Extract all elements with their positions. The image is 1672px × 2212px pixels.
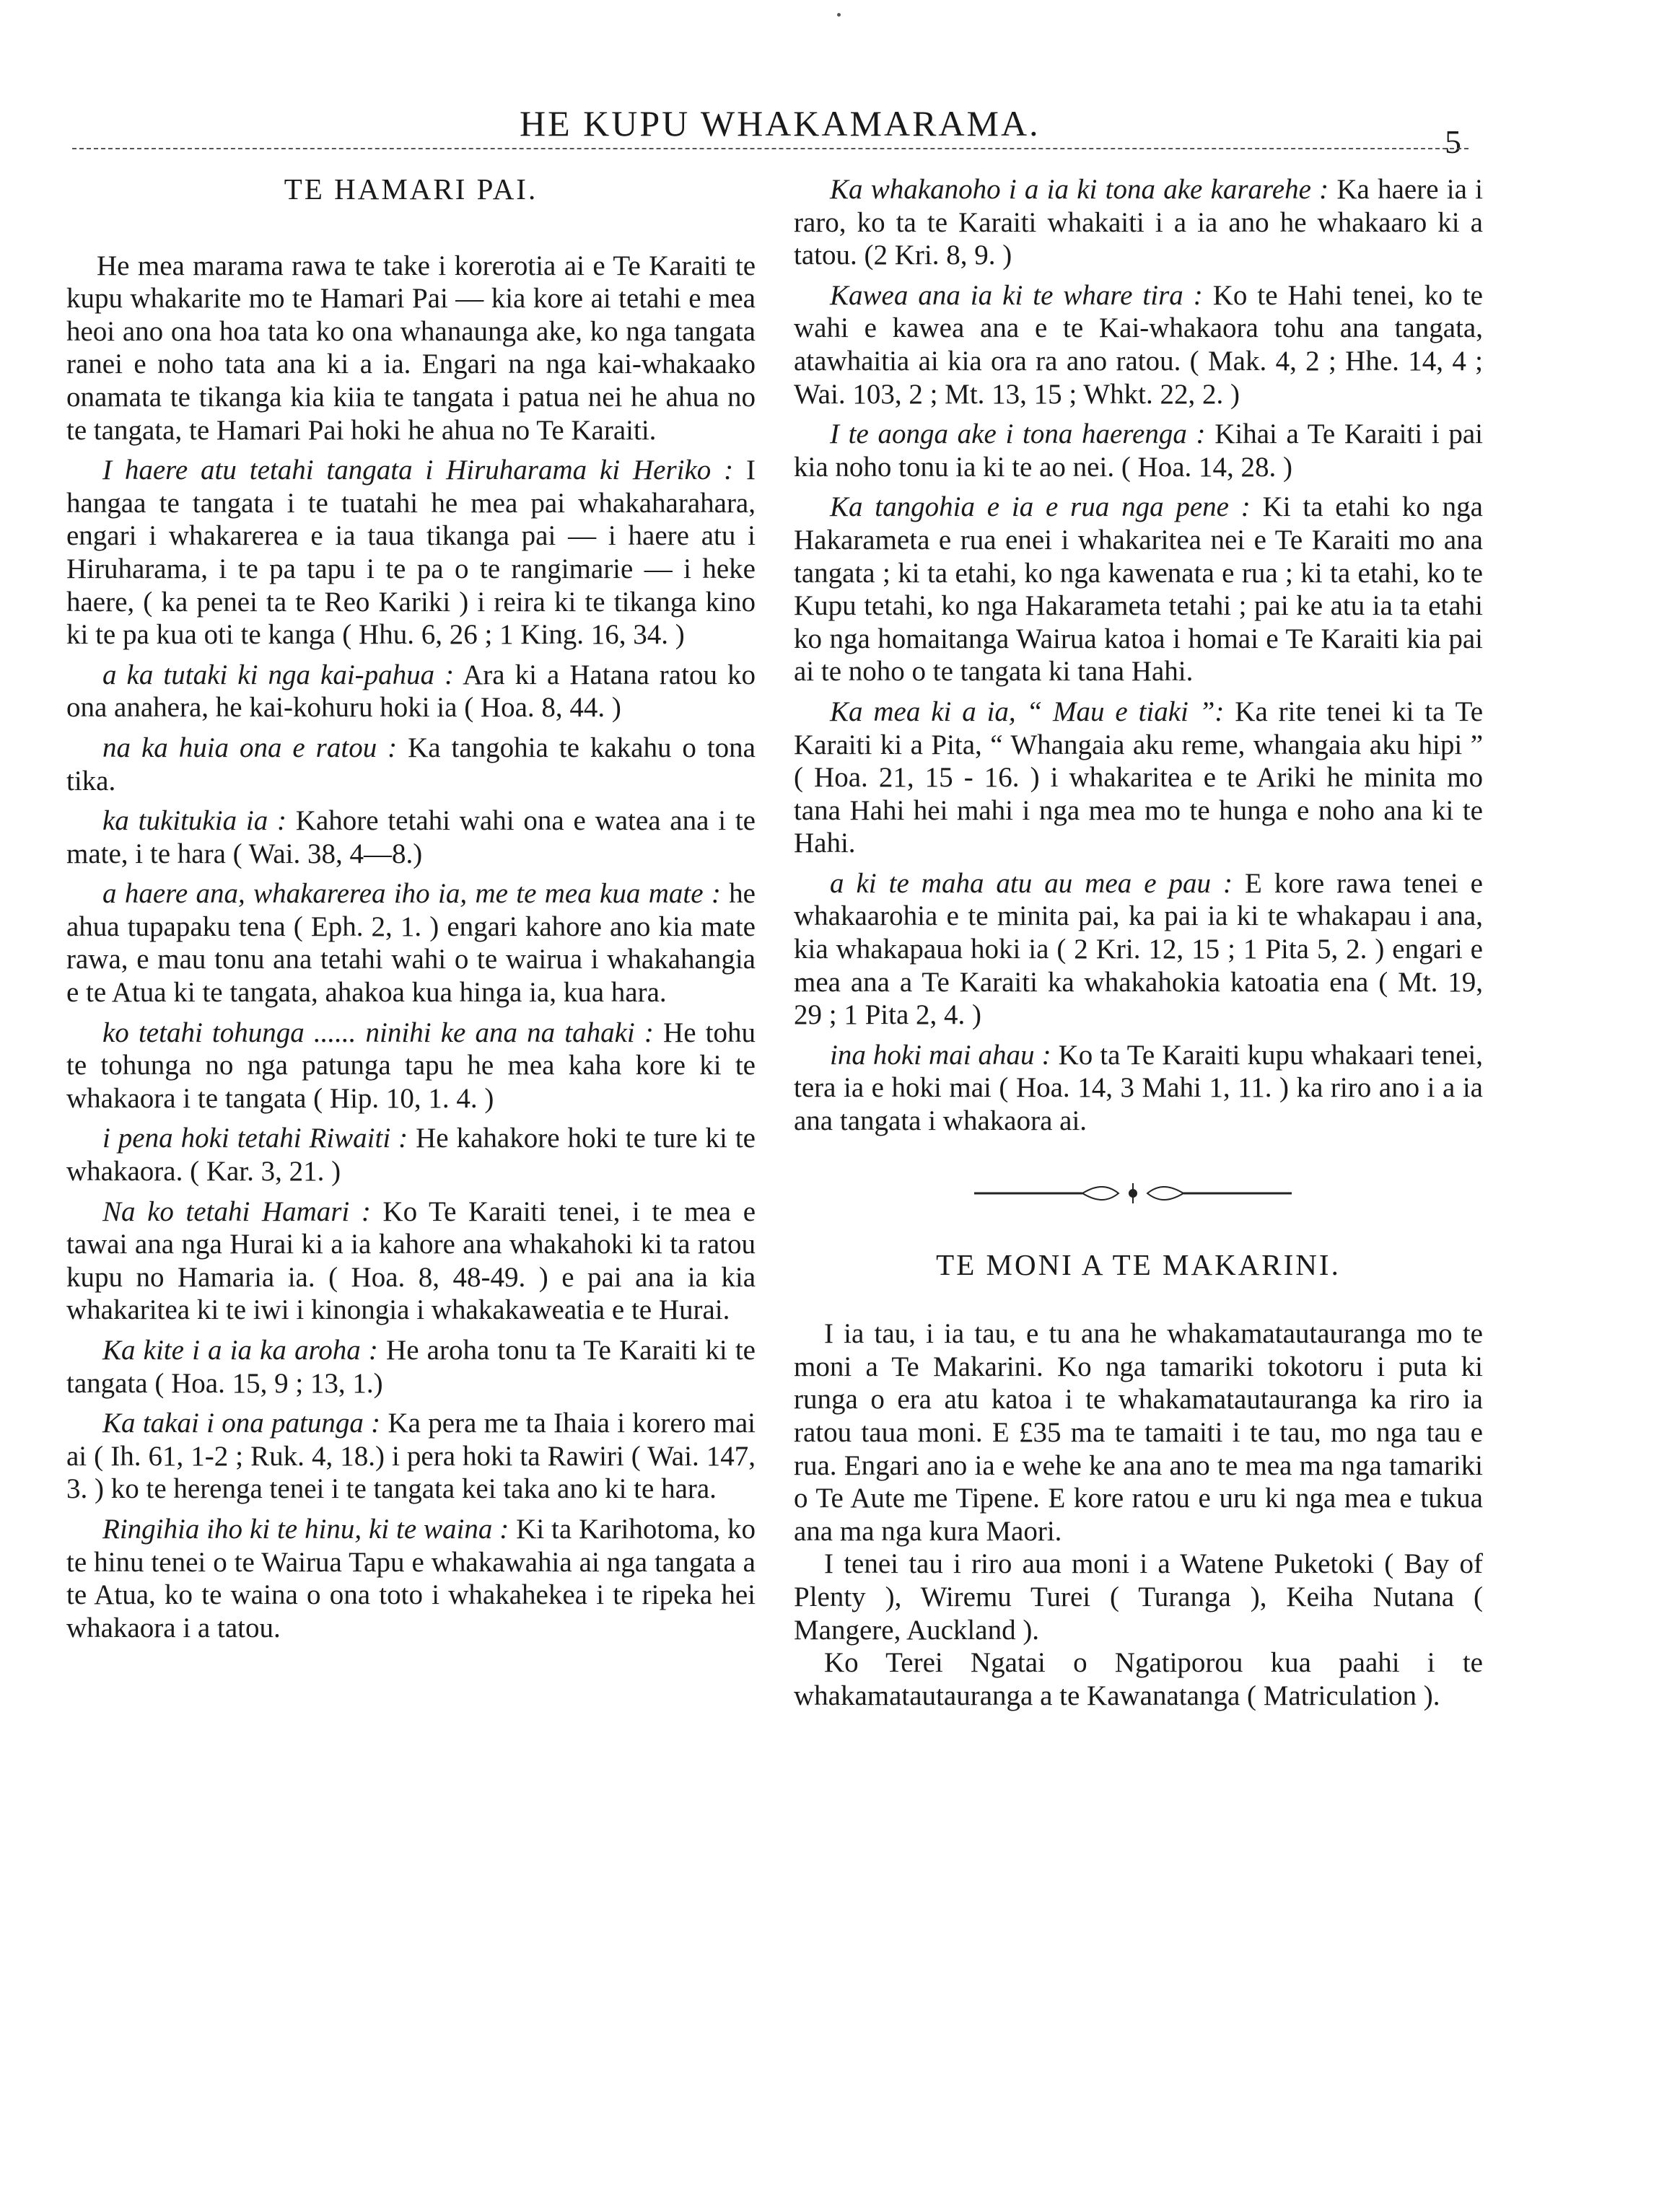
entry-lead: a ki te maha atu au mea e pau : [830, 867, 1233, 899]
entry-text: Ko Te Karaiti tenei, i te mea e tawai ana nga Hurai ki a ia kahore ana whakahoki ki ta ratou kupu no Hamaria ia. ( Hoa. 8, 48-49. ) e pai ana ia kia whakaritea ki te iwi i kinongia i whakakaweatia e te Hurai. [66, 1195, 756, 1326]
entry-paragraph [66, 804, 756, 870]
entry-paragraph [66, 1195, 756, 1327]
intro-paragraph: He mea marama rawa te take i korerotia ai e Te Karaiti te kupu whakarite mo te Hamari Pai — kia kore ai tetahi e mea heoi ano ona hoa tata ko ona whanaunga ake, ko nga tangata ranei e noho tata ana ki a ia. Engari na nga kai-whakaako onamata te tikanga kia kiia te tangata i patua nei he ahua no te tangata, te Hamari Pai hoki he ahua no Te Karaiti. [66, 250, 756, 446]
entry-paragraph [794, 695, 1483, 860]
entry-text: He tohu te tohunga no nga patunga tapu he mea kaha kore ki te whakaora i te tangata ( Hip. 10, 1. 4. ) [66, 1017, 756, 1114]
entry-text: He kahakore hoki te ture ki te whakaora. ( Kar. 3, 21. ) [66, 1123, 756, 1188]
entry-lead: Ringihia iho ki te hinu, ki te waina : [102, 1513, 509, 1545]
entry-paragraph [794, 418, 1483, 483]
running-title: HE KUPU WHAKAMARAMA. [520, 103, 1041, 144]
entry-text: Ara ki a Hatana ratou ko ona anahera, he kai-kohuru hoki ia ( Hoa. 8, 44. ) [66, 659, 756, 724]
body-paragraph: Ko Terei Ngatai o Ngatiporou kua paahi i te whakamatautauranga a te Kawanatanga ( Matriculation ). [794, 1647, 1483, 1711]
entry-lead: Ka takai i ona patunga : [102, 1408, 381, 1439]
entry-lead: Kawea ana ia ki te whare tira : [830, 279, 1203, 311]
entry-text: he ahua tupapaku tena ( Eph. 2, 1. ) engari kahore ano kia mate rawa, e mau tonu ana tetahi wahi o te wairua i whakahangia e te Atua ki te tangata, ahakoa kua hinga ia, kua hara. [66, 878, 756, 1009]
entry-paragraph [66, 659, 756, 724]
entry-paragraph [794, 173, 1483, 272]
entry-paragraph [66, 1513, 756, 1644]
entry-lead: a ka tutaki ki nga kai-pahua : [102, 659, 455, 690]
print-speck [837, 13, 841, 17]
entry-paragraph [794, 1039, 1483, 1138]
entry-lead: Ka kite i a ia ka aroha : [102, 1335, 378, 1366]
entry-text: Ko te Hahi tenei, ko te wahi e kawea ana e te Kai-whakaora tohu ana tangata, atawhaitia ai kia ora ra ano ratou. ( Mak. 4, 2 ; Hhe. 14, 4 ; Wai. 103, 2 ; Mt. 13, 15 ; Whkt. 22, 2. ) [794, 279, 1483, 410]
entry-text: He aroha tonu ta Te Karaiti ki te tangata ( Hoa. 15, 9 ; 13, 1.) [66, 1335, 756, 1399]
entry-lead: na ka huia ona e ratou : [102, 732, 398, 763]
entry-text: Ka pera me ta Ihaia i korero mai ai ( Ih. 61, 1-2 ; Ruk. 4, 18.) i pera hoki ta Rawiri ( Wai. 147, 3. ) ko te herenga tenei i te tangata kei taka ano ki te hara. [66, 1408, 756, 1505]
entry-text: Ki ta etahi ko nga Hakarameta e rua enei i whakaritea nei e Te Karaiti mo ana tangata ; ki ta etahi, ko nga kawenata e rua ; ki ta etahi, ko te Kupu tetahi, ko nga Hakarameta tetahi ; pai ke atu ia ta etahi ko nga homaitanga Wairua katoa i homai e Te Karaiti kia pai ai te noho o te tangata ki tana Hahi. [794, 491, 1483, 688]
entry-paragraph [66, 1334, 756, 1400]
right-column [794, 173, 1483, 1712]
section-title-moni-makarini: TE MONI A TE MAKARINI. [936, 1247, 1341, 1281]
entry-paragraph [794, 279, 1483, 411]
page-number: 5 [1445, 123, 1461, 160]
entry-lead: Ka mea ki a ia, “ Mau e tiaki ”: [830, 695, 1225, 727]
entry-lead: Ka tangohia e ia e rua nga pene : [830, 491, 1251, 523]
entry-text: Kihai a Te Karaiti i pai kia noho tonu ia ki te ao nei. ( Hoa. 14, 28. ) [794, 418, 1484, 483]
ornament-icon [974, 1181, 1292, 1206]
entry-lead: I te aonga ake i tona haerenga : [830, 418, 1206, 450]
entry-lead: i pena hoki tetahi Riwaiti : [102, 1123, 408, 1154]
entry-lead: ka tukitukia ia : [102, 805, 286, 837]
entry-text: Ki ta Karihotoma, ko te hinu tenei o te Wairua Tapu e whakawahia ai nga tangata a te Atua, ko te waina o ona toto i whakahekea i te ripeka hei whakaora i a tatou. [66, 1513, 756, 1643]
left-column [66, 173, 756, 1644]
entry-text: Ka tangohia te kakahu o tona tika. [66, 732, 756, 796]
entry-lead: Na ko tetahi Hamari : [102, 1195, 371, 1227]
entry-text: Ko ta Te Karaiti kupu whakaari tenei, tera ia e hoki mai ( Hoa. 14, 3 Mahi 1, 11. ) ka riro ano i a ia ana tangata i whakaora ai. [794, 1039, 1483, 1137]
entry-lead: a haere ana, whakarerea iho ia, me te mea kua mate : [102, 878, 721, 910]
entry-paragraph [66, 1122, 756, 1188]
entry-lead: ina hoki mai ahau : [830, 1039, 1051, 1071]
entry-paragraph [794, 867, 1483, 1032]
ornamental-divider [794, 1181, 1483, 1206]
entry-paragraph [66, 877, 756, 1009]
entry-paragraph [66, 732, 756, 797]
entry-lead: Ka whakanoho i a ia ki tona ake kararehe : [830, 174, 1329, 205]
entry-paragraph [66, 1017, 756, 1115]
entry-text: Ka haere ia i raro, ko ta te Karaiti whakaiti i a ia ano he whakaaro ki a tatou. (2 Kri. 8, 9. ) [794, 174, 1483, 271]
entry-paragraph [66, 454, 756, 651]
section-title-hamari-pai: TE HAMARI PAI. [284, 172, 538, 206]
body-paragraph: I ia tau, i ia tau, e tu ana he whakamatautauranga mo te moni a Te Makarini. Ko nga tamariki tokotoru i puta ki runga o era atu katoa i te whakamatautauranga ka riro ia ratou taua moni. E £35 ma te tamaiti i te tau, mo nga tau e rua. Engari ano ia e wehe ke ana ano te mea ma nga tamariki o Te Aute me Tipene. E kore ratou e uru ki nga mea e tukua ana ma nga kura Maori. [794, 1318, 1483, 1547]
entry-paragraph [794, 491, 1483, 688]
entry-text: E kore rawa tenei e whakaarohia e te minita pai, ka pai ia ki te whakapau i ana, kia whakapaua hoki ia ( 2 Kri. 12, 15 ; 1 Pita 5, 2. ) engari e mea ana a Te Karaiti ka whakahokia katoatia ena ( Mt. 19, 29 ; 1 Pita 2, 4. ) [794, 867, 1483, 1031]
entry-lead: ko tetahi tohunga ...... ninihi ke ana na tahaki : [102, 1017, 654, 1048]
body-paragraph: I tenei tau i riro aua moni i a Watene Puketoki ( Bay of Plenty ), Wiremu Turei ( Turanga ), Keiha Nutana ( Mangere, Auckland ). [794, 1548, 1483, 1646]
entry-text: Ka rite tenei ki ta Te Karaiti ki a Pita, “ Whangaia aku reme, whangaia aku hipi ” ( Hoa. 21, 15 - 16. ) i whakaritea e te Ariki he minita mo tana Hahi hei mahi i nga mea mo te hunga e noho ana ki te Hahi. [794, 695, 1484, 859]
entry-text: Kahore tetahi wahi ona e watea ana i te mate, i te hara ( Wai. 38, 4—8.) [66, 805, 756, 869]
header-rule [72, 148, 1469, 149]
entry-paragraph [66, 1407, 756, 1506]
entry-text: I hangaa te tangata i te tuatahi he mea pai whakaharahara, engari i whakarerea e ia taua tikanga pai — i haere atu i Hiruharama, i te pa tapu i te pa o te rangimarie — i heke haere, ( ka penei ta te Reo Kariki ) i reira ki te tikanga kino ki te pa kua oti te kanga ( Hhu. 6, 26 ; 1 King. 16, 34. ) [66, 455, 756, 651]
entry-lead: I haere atu tetahi tangata i Hiruharama ki Heriko : [102, 455, 734, 486]
